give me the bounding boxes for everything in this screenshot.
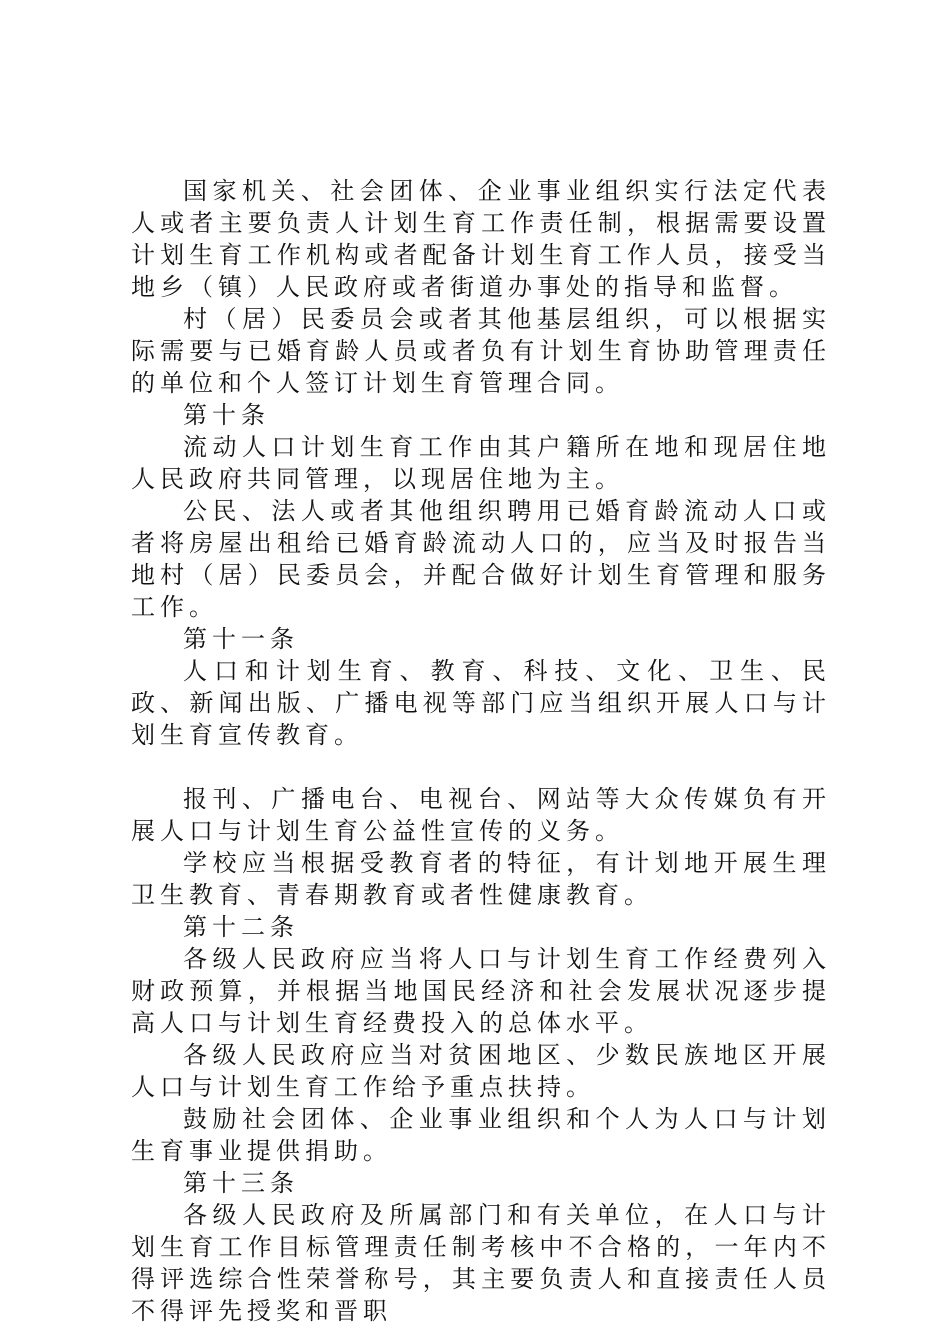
paragraph: 各级人民政府及所属部门和有关单位，在人口与计划生育工作目标管理责任制考核中不合格的，一年内不得评选综合性荣誉称号，其主要负责人和直接责任人员不得评先授奖和晋职 (131, 1201, 831, 1325)
paragraph: 公民、法人或者其他组织聘用已婚育龄流动人口或者将房屋出租给已婚育龄流动人口的，应当及时报告当地村（居）民委员会，并配合做好计划生育管理和服务工作。 (131, 497, 831, 621)
paragraph: 学校应当根据受教育者的特征，有计划地开展生理卫生教育、青春期教育或者性健康教育。 (131, 849, 831, 909)
paragraph: 人口和计划生育、教育、科技、文化、卫生、民政、新闻出版、广播电视等部门应当组织开展人口与计划生育宣传教育。 (131, 657, 831, 749)
paragraph: 鼓励社会团体、企业事业组织和个人为人口与计划生育事业提供捐助。 (131, 1105, 831, 1165)
paragraph: 各级人民政府应当将人口与计划生育工作经费列入财政预算，并根据当地国民经济和社会发展状况逐步提高人口与计划生育经费投入的总体水平。 (131, 945, 831, 1037)
article-heading: 第十二条 (183, 913, 299, 941)
blank-line (131, 751, 831, 783)
paragraph: 流动人口计划生育工作由其户籍所在地和现居住地人民政府共同管理，以现居住地为主。 (131, 433, 831, 493)
article-heading: 第十条 (183, 401, 270, 429)
paragraph: 村（居）民委员会或者其他基层组织，可以根据实际需要与已婚育龄人员或者负有计划生育协助管理责任的单位和个人签订计划生育管理合同。 (131, 305, 831, 397)
article-heading: 第十一条 (183, 625, 299, 653)
paragraph: 各级人民政府应当对贫困地区、少数民族地区开展人口与计划生育工作给予重点扶持。 (131, 1041, 831, 1101)
article-heading: 第十三条 (183, 1169, 299, 1197)
paragraph: 国家机关、社会团体、企业事业组织实行法定代表人或者主要负责人计划生育工作责任制，根据需要设置计划生育工作机构或者配备计划生育工作人员，接受当地乡（镇）人民政府或者街道办事处的指导和监督。 (131, 177, 831, 301)
document-body (131, 175, 831, 1327)
paragraph: 报刊、广播电台、电视台、网站等大众传媒负有开展人口与计划生育公益性宣传的义务。 (131, 785, 831, 845)
